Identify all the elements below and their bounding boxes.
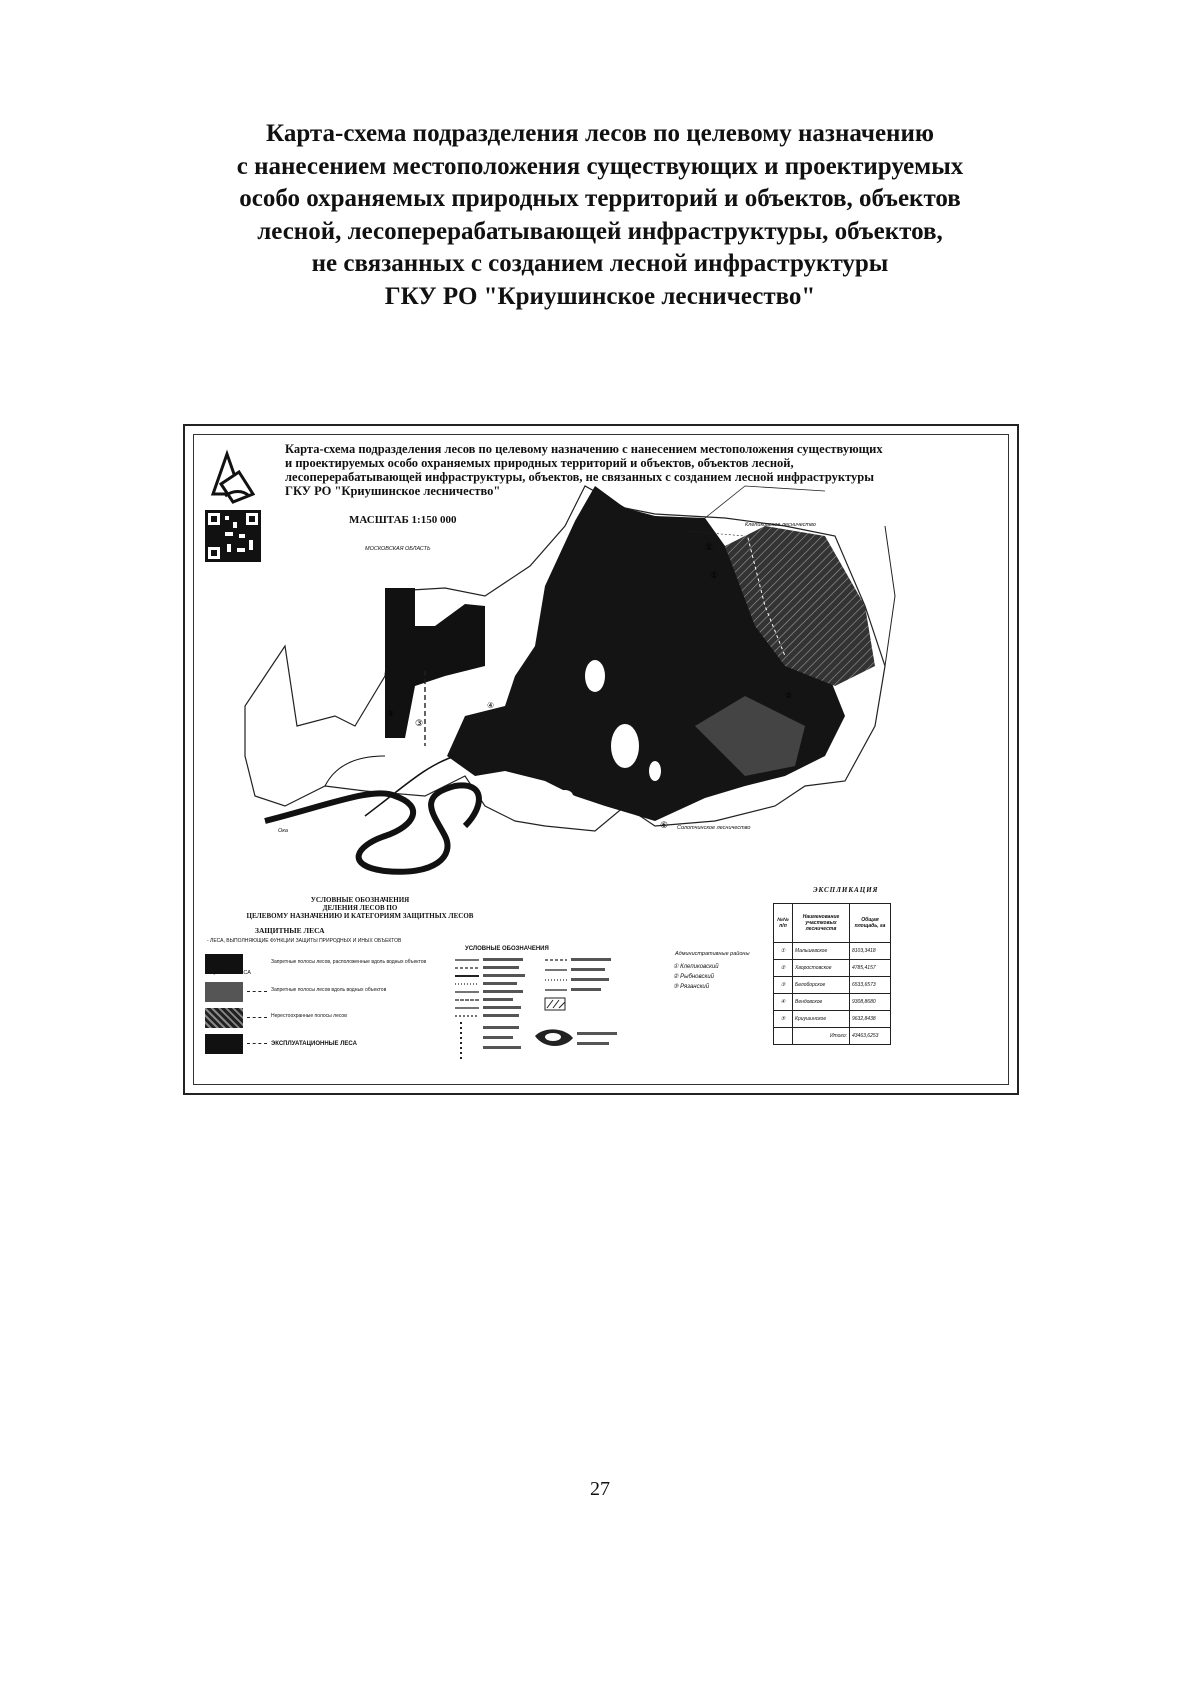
table-cell: ⑤	[774, 1011, 793, 1028]
district-name: Рязанский	[680, 984, 710, 990]
map-title	[285, 442, 1005, 498]
table-cell: ④	[774, 994, 793, 1011]
table-header-row	[774, 904, 891, 943]
page-title-line: ГКУ РО "Криушинское лесничество"	[384, 282, 816, 310]
table-cell: Мальшевское	[793, 943, 850, 960]
table-total-label: Итого:	[793, 1028, 850, 1045]
map-title-line: и проектируемых особо охраняемых природных территорий и объектов, объектов лесной,	[285, 456, 794, 470]
table-row	[774, 1011, 891, 1028]
table-cell: 4785,4157	[850, 960, 891, 977]
legend-heading	[205, 896, 515, 920]
district-marker-1b: ①	[710, 571, 719, 581]
legend-line-sample	[247, 1043, 267, 1044]
legend-line-sample	[247, 1017, 267, 1018]
table-cell: 8103,3418	[850, 943, 891, 960]
page-title	[140, 118, 1060, 313]
forestry-label-south: Солотчинское лесничество	[677, 825, 751, 831]
table-header: №№ п/п	[774, 904, 793, 943]
legend-heading-line: УСЛОВНЫЕ ОБОЗНАЧЕНИЯ	[310, 896, 410, 904]
map-scale: МАСШТАБ 1:150 000	[349, 514, 457, 526]
neighbor-boundary	[885, 526, 895, 666]
table-header: Общая площадь, га	[850, 904, 891, 943]
region-label: МОСКОВСКАЯ ОБЛАСТЬ	[365, 546, 431, 552]
table-cell: ③	[774, 977, 793, 994]
legend-heading-line: ДЕЛЕНИЯ ЛЕСОВ ПО	[322, 904, 398, 912]
map-figure	[183, 424, 1019, 1095]
legend-item-text: ЭКСПЛУАТАЦИОННЫЕ ЛЕСА	[271, 1041, 357, 1047]
legend-swatch-black	[205, 1034, 243, 1054]
table-total-row	[774, 1028, 891, 1045]
table-cell: 9308,8680	[850, 994, 891, 1011]
district-marker-5: ⑤	[785, 691, 793, 700]
symbols-legend-title: УСЛОВНЫЕ ОБОЗНАЧЕНИЯ	[465, 946, 549, 952]
page-title-line: не связанных с созданием лесной инфраструктуры	[311, 250, 889, 277]
table-cell: ①	[774, 943, 793, 960]
district-item	[673, 973, 714, 980]
district-marker-3: ③	[415, 719, 424, 729]
table-row	[774, 977, 891, 994]
district-marker: ②	[673, 974, 679, 980]
legend-valuable-label: - ЦЕННЫЕ ЛЕСА	[207, 970, 251, 976]
district-name: Рыбновский	[680, 974, 714, 980]
lake	[649, 761, 661, 781]
table-cell	[774, 1028, 793, 1045]
district-marker-4: ④	[487, 701, 495, 710]
lake	[557, 790, 573, 802]
lake	[611, 724, 639, 768]
legend-item-text: Нерестоохранные полосы лесов	[271, 1013, 347, 1019]
legend-swatch-gray	[205, 982, 243, 1002]
district-name: Клепиковский	[680, 964, 719, 970]
district-marker-1: ①	[705, 543, 714, 553]
table-cell: 9632,8438	[850, 1011, 891, 1028]
legend-protective-desc: - ЛЕСА, ВЫПОЛНЯЮЩИЕ ФУНКЦИИ ЗАЩИТЫ ПРИРОДНЫХ И ИНЫХ ОБЪЕКТОВ	[207, 938, 402, 944]
explication-title: ЭКСПЛИКАЦИЯ	[813, 886, 879, 894]
table-cell: ②	[774, 960, 793, 977]
map-title-line: Карта-схема подразделения лесов по целевому назначению с нанесением местоположения существующих	[285, 442, 883, 456]
legend-protective-label: ЗАЩИТНЫЕ ЛЕСА	[255, 926, 325, 935]
districts-title: Административные районы	[675, 951, 750, 957]
table-cell: Криушинское	[793, 1011, 850, 1028]
district-marker: ①	[673, 964, 679, 970]
legend-heading-line: ЦЕЛЕВОМУ НАЗНАЧЕНИЮ И КАТЕГОРИЯМ ЗАЩИТНЫХ ЛЕСОВ	[246, 912, 474, 920]
district-marker-6: ⑥	[660, 821, 669, 831]
page-title-line: особо охраняемых природных территорий и объектов, объектов	[239, 185, 961, 212]
table-cell: Хворостовское	[793, 960, 850, 977]
forestry-logo	[203, 444, 263, 564]
table-row	[774, 943, 891, 960]
table-cell: 6533,6573	[850, 977, 891, 994]
legend-swatch-hatch	[205, 1008, 243, 1028]
table-cell: Вендовское	[793, 994, 850, 1011]
lake	[585, 660, 605, 692]
district-item	[673, 963, 719, 970]
explication-table	[773, 903, 891, 1045]
legend-item-text: Запретные полосы лесов, расположенные вдоль водных объектов	[271, 959, 427, 965]
page-title-line: лесной, лесоперерабатывающей инфраструктуры, объектов,	[257, 217, 943, 245]
table-row	[774, 960, 891, 977]
table-total-value: 43463,6253	[850, 1028, 891, 1045]
table-row	[774, 994, 891, 1011]
district-marker-2: ②	[387, 709, 395, 718]
forestry-label-north: Клепиковское лесничество	[745, 522, 816, 528]
symbols-legend	[455, 956, 625, 1066]
map-title-line: лесоперерабатывающей инфраструктуры, объектов, не связанных с созданием лесной инфраструктуры	[285, 470, 875, 484]
page-title-line: Карта-схема подразделения лесов по целевому назначению	[266, 120, 934, 147]
river-label: Ока	[278, 828, 288, 834]
legend-line-sample	[247, 991, 267, 992]
page-number: 27	[590, 1478, 610, 1500]
qr-code-icon	[205, 510, 261, 562]
legend-item-text: Запретные полосы лесов вдоль водных объектов	[271, 987, 387, 993]
district-item	[673, 983, 709, 990]
map-title-line: ГКУ РО "Криушинское лесничество"	[285, 484, 501, 498]
table-header: Наименование участковых лесничеств	[793, 904, 850, 943]
district-marker: ③	[673, 984, 679, 990]
table-cell: Белоборское	[793, 977, 850, 994]
page-title-line: с нанесением местоположения существующих и проектируемых	[236, 152, 964, 180]
